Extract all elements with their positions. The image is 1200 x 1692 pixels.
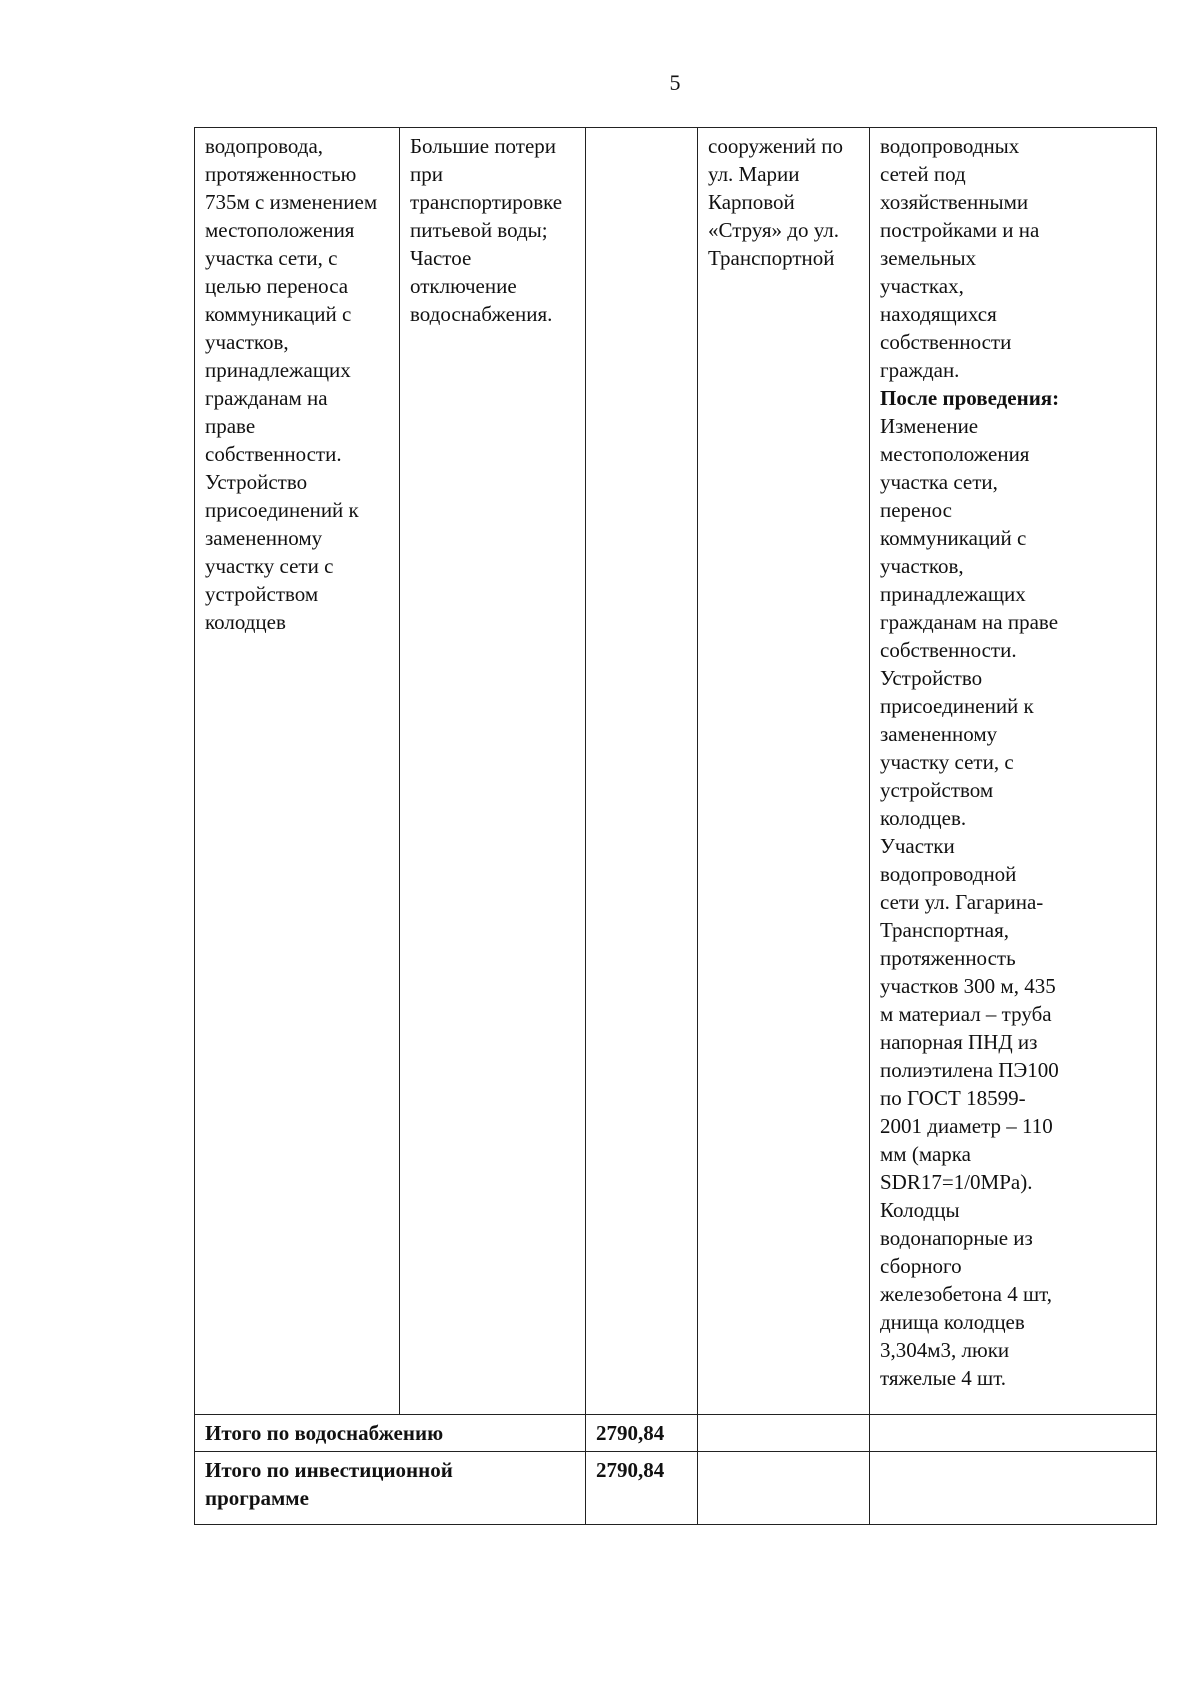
empty-cell	[698, 1415, 870, 1452]
table-cell-effect	[870, 128, 1157, 1415]
effect-before-text: водопроводных сетей под хозяйственными постройками и на земельных участках, находящихся собственности граждан.	[880, 134, 1040, 382]
problems-text: Большие потери при транспортировке питьевой воды; Частое отключение водоснабжения.	[410, 134, 563, 326]
empty-cell	[698, 1452, 870, 1525]
page-number: 5	[669, 70, 681, 95]
total-water-supply-label: Итого по водоснабжению	[205, 1421, 444, 1445]
table-row	[195, 128, 1157, 1415]
table-row-total-investment-program	[195, 1452, 1157, 1525]
empty-cell	[870, 1452, 1157, 1525]
effect-after-text: Изменение местоположения участка сети, перенос коммуникаций с участков, принадлежащих гражданам на праве собственности. Устройство присоединений к замененному участку сети, с устройством колодцев. Участки водопроводной сети ул. Гагарина- Транспортная, протяженность участков 300 м, 435 м материал – труба напорная ПНД из полиэтилена ПЭ100 по ГОСТ 18599- 2001 диаметр – 110 мм (марка SDR17=1/0MPa). Колодцы водонапорные из сборного железобетона 4 шт, днища колодцев 3,304м3, люки тяжелые 4 шт.	[880, 414, 1059, 1390]
effect-after-heading: После проведения:	[880, 386, 1060, 410]
table-cell-description	[195, 128, 400, 1415]
table-row-total-water-supply	[195, 1415, 1157, 1452]
total-label-cell	[195, 1415, 586, 1452]
total-investment-program-label: Итого по инвестиционной программе	[205, 1458, 453, 1510]
total-label-cell	[195, 1452, 586, 1525]
total-value-cell	[586, 1452, 698, 1525]
location-text: сооружений по ул. Марии Карповой «Струя» до ул. Транспортной	[708, 134, 844, 270]
table-cell-location	[698, 128, 870, 1415]
table-cell-problems	[400, 128, 586, 1415]
empty-cell	[870, 1415, 1157, 1452]
total-water-supply-value: 2790,84	[596, 1421, 665, 1445]
total-value-cell	[586, 1415, 698, 1452]
investment-program-table	[194, 127, 1157, 1525]
description-text: водопровода, протяженностью 735м с изменением местоположения участка сети, с целью переноса коммуникаций с участков, принадлежащих гражданам на праве собственности. Устройство присоединений к замененному участку сети с устройством колодцев	[205, 134, 378, 634]
total-investment-program-value: 2790,84	[596, 1458, 665, 1482]
table-cell-cost	[586, 128, 698, 1415]
